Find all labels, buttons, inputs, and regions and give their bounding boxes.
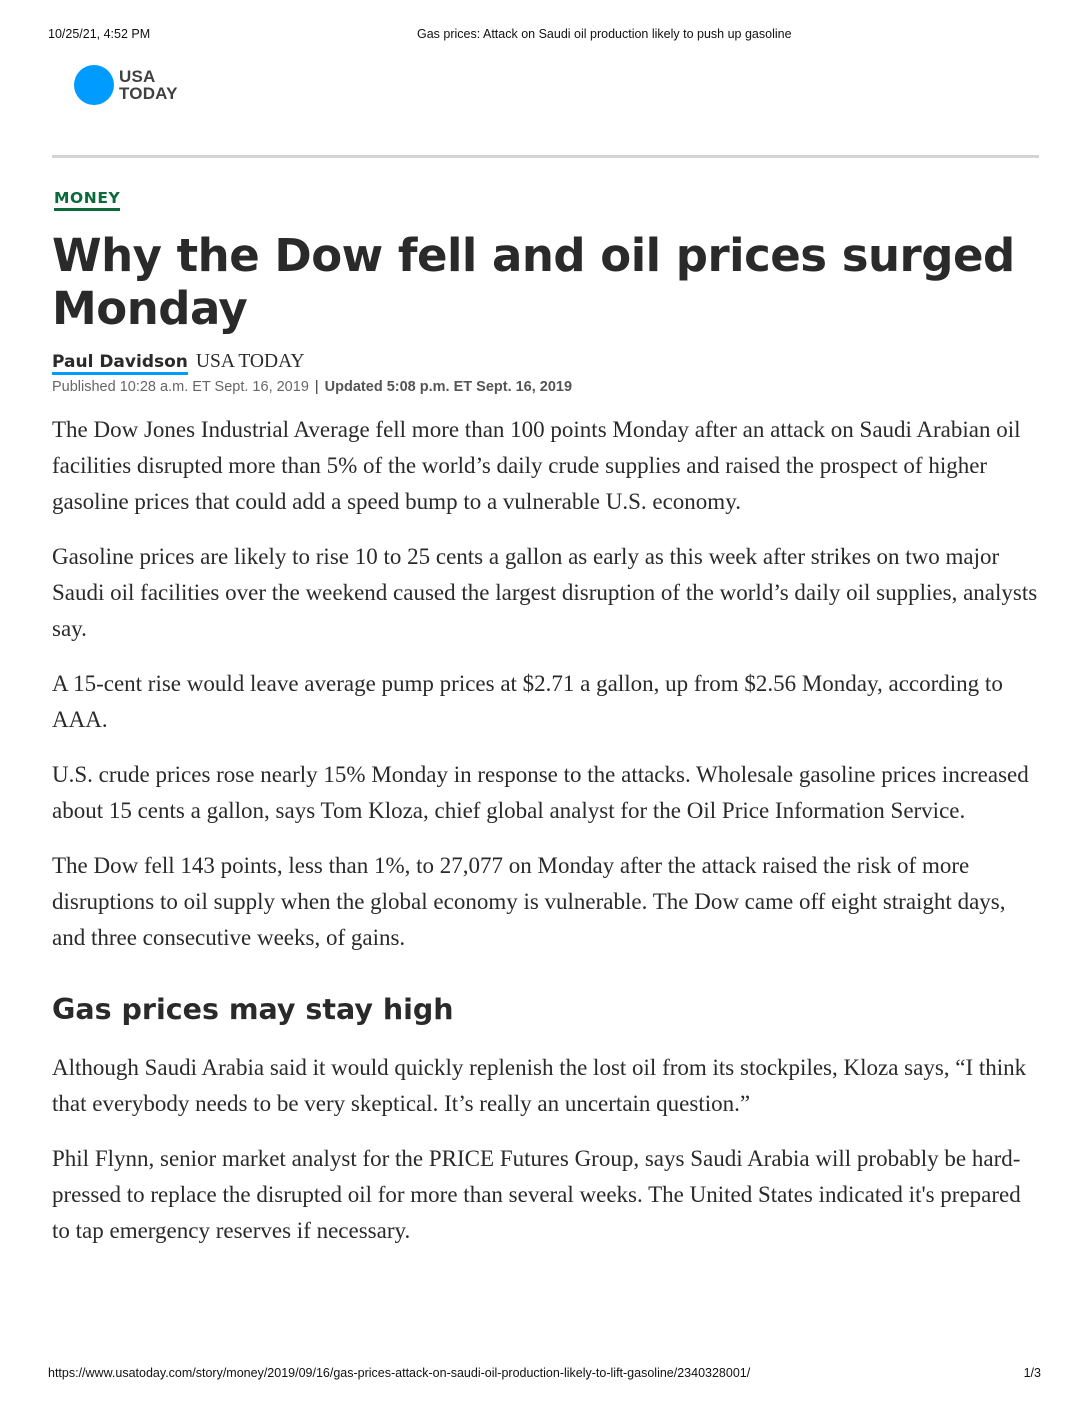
byline — [52, 351, 1042, 375]
updated-date: Updated 5:08 p.m. ET Sept. 16, 2019 — [324, 379, 573, 395]
published-date: Published 10:28 a.m. ET Sept. 16, 2019 — [52, 379, 309, 395]
logo-wordmark — [119, 68, 178, 102]
article-dates — [52, 379, 1042, 395]
logo-line-2: TODAY — [119, 84, 178, 103]
paragraph: The Dow Jones Industrial Average fell more than 100 points Monday after an attack on Saudi Arabian oil facilities disrupted more than 5% of the world’s daily crude supplies and raised the prospect of higher gasoline prices that could add a speed bump to a vulnerable U.S. economy. — [52, 417, 1021, 514]
print-page-title: Gas prices: Attack on Saudi oil production likely to push up gasoline — [417, 27, 792, 41]
section-link-money[interactable]: MONEY — [54, 188, 120, 211]
paragraph: Gasoline prices are likely to rise 10 to 25 cents a gallon as early as this week after strikes on two major Saudi oil facilities over the weekend caused the largest disruption of the world’s daily oil supplies, analysts say. — [52, 544, 1038, 641]
headline: Why the Dow fell and oil prices surged Monday — [52, 229, 1015, 335]
print-date: 10/25/21, 4:52 PM — [48, 27, 151, 41]
paragraph: U.S. crude prices rose nearly 15% Monday in response to the attacks. Wholesale gasoline prices increased about 15 cents a gallon, says Tom Kloza, chief global analyst for the Oil Price Information Service. — [52, 762, 1029, 823]
author-link[interactable]: Paul Davidson — [52, 352, 188, 375]
article-body — [52, 412, 1042, 1249]
paragraph: Phil Flynn, senior market analyst for the PRICE Futures Group, says Saudi Arabia will probably be hard-pressed to replace the disrupted oil for more than several weeks. The United States indicated it's prepared to tap emergency reserves if necessary. — [52, 1146, 1021, 1243]
date-separator: | — [314, 379, 319, 395]
print-footer — [0, 1366, 1088, 1382]
logo-line-1: USA — [119, 67, 156, 86]
article — [52, 188, 1042, 1249]
page-number: 1/3 — [1023, 1366, 1041, 1380]
header-divider — [52, 155, 1039, 158]
usa-today-logo[interactable] — [74, 65, 178, 105]
print-header — [0, 27, 1088, 43]
paragraph: A 15-cent rise would leave average pump prices at $2.71 a gallon, up from $2.56 Monday, according to AAA. — [52, 671, 1003, 732]
logo-circle-icon — [74, 65, 114, 105]
paragraph: The Dow fell 143 points, less than 1%, to 27,077 on Monday after the attack raised the risk of more disruptions to oil supply when the global economy is vulnerable. The Dow came off eight straight days, and three consecutive weeks, of gains. — [52, 853, 1006, 950]
paragraph: Although Saudi Arabia said it would quickly replenish the lost oil from its stockpiles, Kloza says, “I think that everybody needs to be very skeptical. It’s really an uncertain question.” — [52, 1055, 1027, 1116]
byline-outlet: USA TODAY — [195, 351, 305, 372]
print-url: https://www.usatoday.com/story/money/2019/09/16/gas-prices-attack-on-saudi-oil-production-likely-to-lift-gasoline/2340328001/ — [48, 1366, 751, 1380]
subheading: Gas prices may stay high — [52, 993, 454, 1026]
